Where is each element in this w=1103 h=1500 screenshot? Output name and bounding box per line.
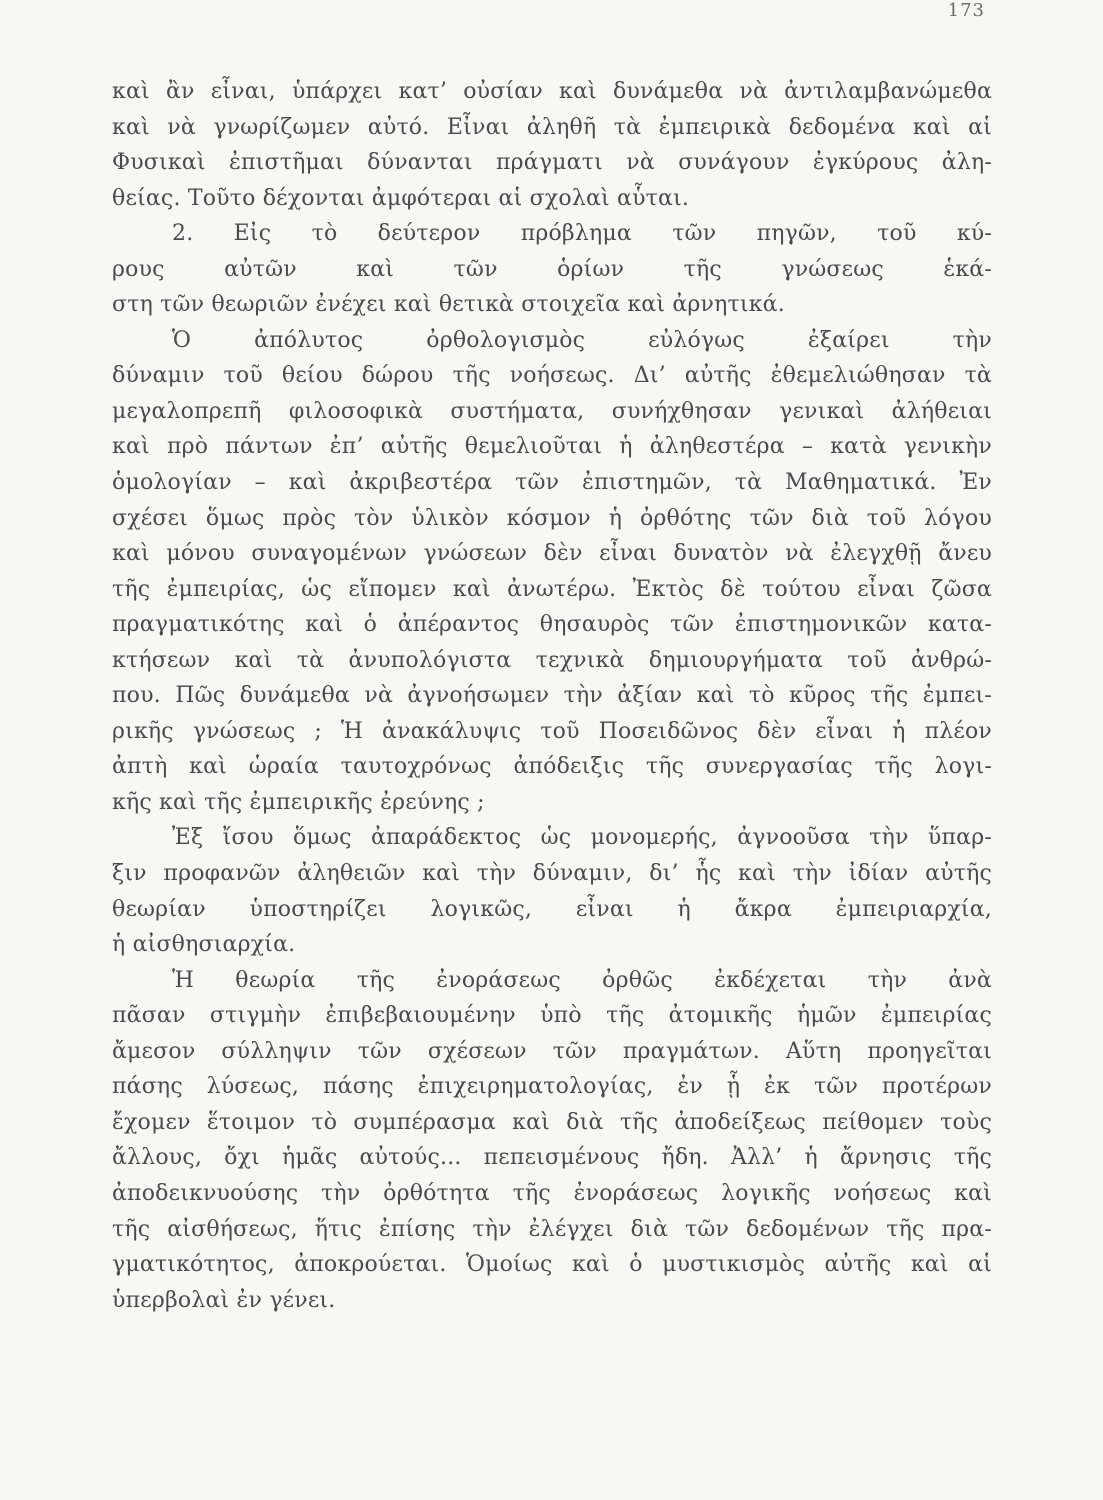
text-line: ὑπερβολαὶ ἐν γένει. xyxy=(112,1287,336,1313)
text-line: Ὁ ἀπόλυτος ὀρθολογισμὸς εὐλόγως ἐξαίρει τὴν xyxy=(172,327,992,353)
text-line: κτήσεων καὶ τὰ ἀνυπολόγιστα τεχνικὰ δημιουργήματα τοῦ ἀνθρώ- xyxy=(112,647,992,673)
text-line: πάσης λύσεως, πάσης ἐπιχειρηματολογίας, ἐν ᾗ ἐκ τῶν προτέρων xyxy=(112,1074,992,1100)
text-line: ρικῆς γνώσεως ; Ἡ ἀνακάλυψις τοῦ Ποσειδῶνος δὲν εἶναι ἡ πλέον xyxy=(112,718,992,744)
body-text xyxy=(112,74,992,1318)
text-line: πᾶσαν στιγμὴν ἐπιβεβαιουμένην ὑπὸ τῆς ἀτομικῆς ἡμῶν ἐμπειρίας xyxy=(112,1003,992,1029)
text-line: Ἡ θεωρία τῆς ἐνοράσεως ὀρθῶς ἐκδέχεται τὴν ἀνὰ xyxy=(172,967,992,993)
text-line: ἄμεσον σύλληψιν τῶν σχέσεων τῶν πραγμάτων. Αὕτη προηγεῖται xyxy=(112,1038,992,1064)
text-line: σχέσει ὅμως πρὸς τὸν ὑλικὸν κόσμον ἡ ὀρθότης τῶν διὰ τοῦ λόγου xyxy=(112,505,992,531)
text-line: ξιν προφανῶν ἀληθειῶν καὶ τὴν δύναμιν, δι’ ἧς καὶ τὴν ἰδίαν αὐτῆς xyxy=(112,861,992,887)
text-line: τῆς αἰσθήσεως, ἥτις ἐπίσης τὴν ἐλέγχει διὰ τῶν δεδομένων τῆς πρα- xyxy=(112,1216,992,1242)
text-line: ρους αὐτῶν καὶ τῶν ὁρίων τῆς γνώσεως ἑκά- xyxy=(112,256,992,282)
text-line: ἡ αἰσθησιαρχία. xyxy=(112,932,296,958)
text-line: ἀπτὴ καὶ ὡραία ταυτοχρόνως ἀπόδειξις τῆς συνεργασίας τῆς λογι- xyxy=(112,754,992,780)
text-line: ἄλλους, ὄχι ἡμᾶς αὐτούς... πεπεισμένους ἤδη. Ἀλλ’ ἡ ἄρνησις τῆς xyxy=(112,1145,992,1171)
text-line: γματικότητος, ἀποκρούεται. Ὁμοίως καὶ ὁ μυστικισμὸς αὐτῆς καὶ αἱ xyxy=(112,1252,992,1278)
text-line: μεγαλοπρεπῆ φιλοσοφικὰ συστήματα, συνήχθησαν γενικαὶ ἀλήθειαι xyxy=(112,398,992,424)
text-line: καὶ πρὸ πάντων ἐπ’ αὐτῆς θεμελιοῦται ἡ ἀληθεστέρα – κατὰ γενικὴν xyxy=(112,434,992,460)
text-line: στη τῶν θεωριῶν ἐνέχει καὶ θετικὰ στοιχεῖα καὶ ἀρνητικά. xyxy=(112,292,785,318)
text-line: ἔχομεν ἕτοιμον τὸ συμπέρασμα καὶ διὰ τῆς ἀποδείξεως πείθομεν τοὺς xyxy=(112,1109,992,1135)
text-line: θείας. Τοῦτο δέχονται ἀμφότεραι αἱ σχολαὶ αὗται. xyxy=(112,185,690,211)
text-line: Φυσικαὶ ἐπιστῆμαι δύνανται πράγματι νὰ συνάγουν ἐγκύρους ἀλη- xyxy=(112,150,992,176)
text-line: θεωρίαν ὑποστηρίζει λογικῶς, εἶναι ἡ ἄκρα ἐμπειριαρχία, xyxy=(112,896,992,922)
text-line: καὶ μόνου συναγομένων γνώσεων δὲν εἶναι δυνατὸν νὰ ἐλεγχθῇ ἄνευ xyxy=(112,541,992,567)
text-line: που. Πῶς δυνάμεθα νὰ ἀγνοήσωμεν τὴν ἀξίαν καὶ τὸ κῦρος τῆς ἐμπει- xyxy=(112,683,992,709)
text-line: Ἐξ ἴσου ὅμως ἀπαράδεκτος ὡς μονομερής, ἀγνοοῦσα τὴν ὕπαρ- xyxy=(172,825,992,851)
text-line: καὶ νὰ γνωρίζωμεν αὐτό. Εἶναι ἀληθῆ τὰ ἐμπειρικὰ δεδομένα καὶ αἱ xyxy=(112,114,992,140)
text-line: ἀποδεικνυούσης τὴν ὀρθότητα τῆς ἐνοράσεως λογικῆς νοήσεως καὶ xyxy=(112,1180,992,1206)
text-line: καὶ ἂν εἶναι, ὑπάρχει κατ’ οὐσίαν καὶ δυνάμεθα νὰ ἀντιλαμβανώμεθα xyxy=(112,79,992,104)
text-line: ὁμολογίαν – καὶ ἀκριβεστέρα τῶν ἐπιστημῶν, τὰ Μαθηματικά. Ἐν xyxy=(112,470,992,496)
page-number: 173 xyxy=(947,0,985,21)
text-line: 2. Εἰς τὸ δεύτερον πρόβλημα τῶν πηγῶν, τοῦ κύ- xyxy=(172,221,992,247)
text-line: πραγματικότης καὶ ὁ ἀπέραντος θησαυρὸς τῶν ἐπιστημονικῶν κατα- xyxy=(112,612,992,638)
text-line: τῆς ἐμπειρίας, ὡς εἴπομεν καὶ ἀνωτέρω. Ἐκτὸς δὲ τούτου εἶναι ζῶσα xyxy=(112,576,992,602)
text-line: δύναμιν τοῦ θείου δώρου τῆς νοήσεως. Δι’ αὐτῆς ἐθεμελιώθησαν τὰ xyxy=(112,363,992,389)
text-line: κῆς καὶ τῆς ἐμπειρικῆς ἐρεύνης ; xyxy=(112,789,485,815)
